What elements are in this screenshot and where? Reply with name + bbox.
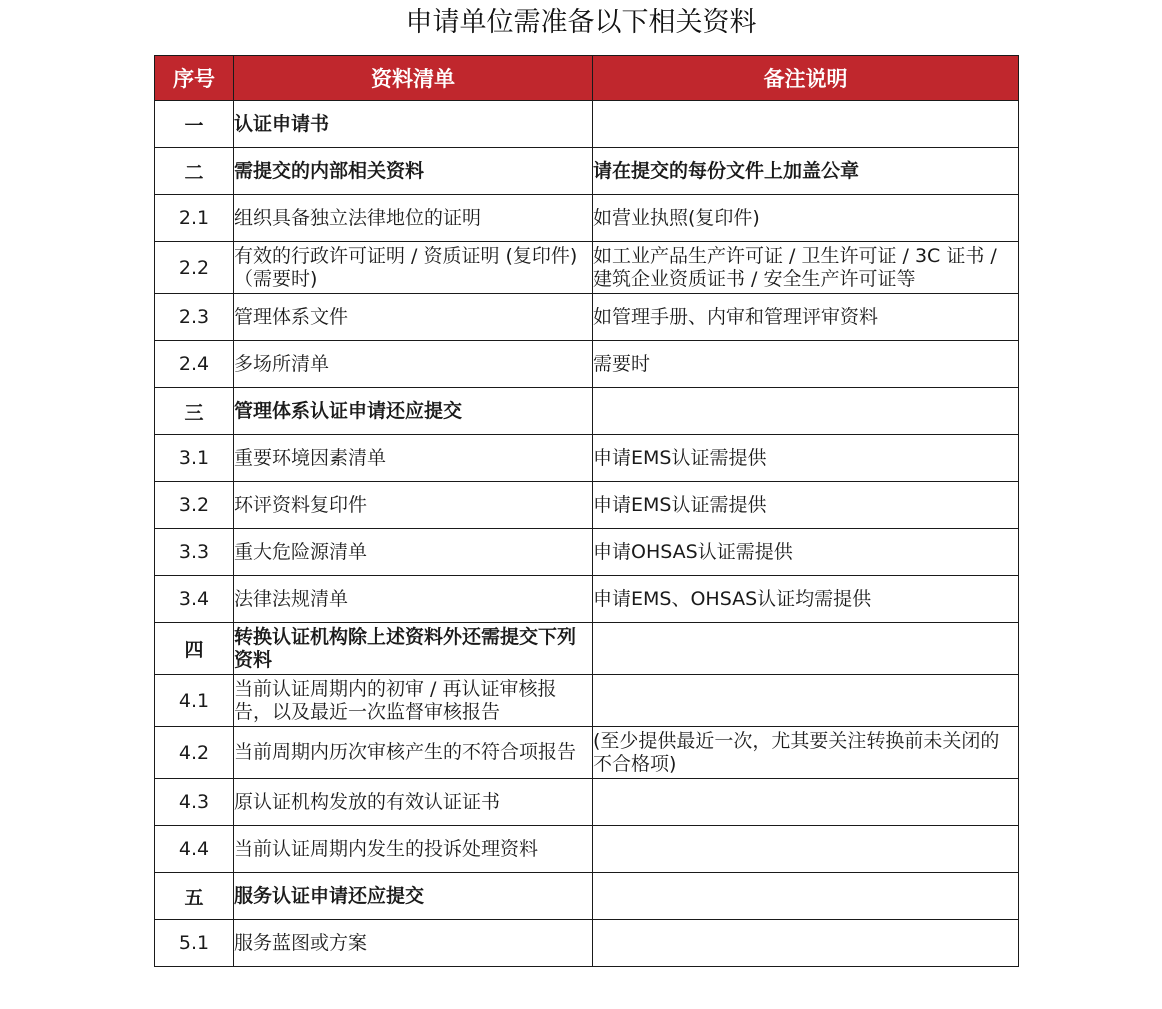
row-note: 如工业产品生产许可证 / 卫生许可证 / 3C 证书 / 建筑企业资质证书 / 安全生产许可证等 [593,242,1019,294]
row-number: 3.1 [155,435,234,482]
table-row [155,294,1019,341]
row-note: 申请EMS、OHSAS认证均需提供 [593,576,1019,623]
row-note [593,779,1019,826]
table-row [155,779,1019,826]
row-number: 3.3 [155,529,234,576]
row-item: 重要环境因素清单 [234,435,593,482]
row-item: 原认证机构发放的有效认证证书 [234,779,593,826]
table-header-row [155,56,1019,101]
row-number: 四 [155,623,234,675]
row-number: 三 [155,388,234,435]
row-item: 服务认证申请还应提交 [234,873,593,920]
row-item: 当前认证周期内的初审 / 再认证审核报告，以及最近一次监督审核报告 [234,675,593,727]
row-number: 4.1 [155,675,234,727]
row-number: 5.1 [155,920,234,967]
row-note: 申请EMS认证需提供 [593,435,1019,482]
row-item: 组织具备独立法律地位的证明 [234,195,593,242]
requirements-table [154,55,1019,967]
row-item: 法律法规清单 [234,576,593,623]
row-number: 4.3 [155,779,234,826]
row-note [593,623,1019,675]
table-row [155,435,1019,482]
row-item: 多场所清单 [234,341,593,388]
row-item: 重大危险源清单 [234,529,593,576]
row-number: 2.3 [155,294,234,341]
table-row [155,341,1019,388]
row-item: 环评资料复印件 [234,482,593,529]
header-col-note: 备注说明 [593,56,1019,101]
row-item: 有效的行政许可证明 / 资质证明 (复印件) （需要时) [234,242,593,294]
row-note [593,920,1019,967]
header-col-no: 序号 [155,56,234,101]
row-number: 2.4 [155,341,234,388]
row-note: 请在提交的每份文件上加盖公章 [593,148,1019,195]
row-item: 需提交的内部相关资料 [234,148,593,195]
row-number: 二 [155,148,234,195]
row-note [593,873,1019,920]
row-note: 申请EMS认证需提供 [593,482,1019,529]
table-row [155,148,1019,195]
row-note: 如管理手册、内审和管理评审资料 [593,294,1019,341]
row-item: 当前认证周期内发生的投诉处理资料 [234,826,593,873]
row-number: 2.1 [155,195,234,242]
table-row [155,101,1019,148]
table-row [155,529,1019,576]
row-note: 申请OHSAS认证需提供 [593,529,1019,576]
row-number: 4.4 [155,826,234,873]
table-row [155,242,1019,294]
row-note: 需要时 [593,341,1019,388]
table-row [155,873,1019,920]
table-row [155,727,1019,779]
row-item: 转换认证机构除上述资料外还需提交下列资料 [234,623,593,675]
row-note: (至少提供最近一次，尤其要关注转换前未关闭的不合格项) [593,727,1019,779]
row-item: 服务蓝图或方案 [234,920,593,967]
row-number: 3.4 [155,576,234,623]
row-item: 认证申请书 [234,101,593,148]
table-row [155,195,1019,242]
row-note [593,101,1019,148]
table-row [155,623,1019,675]
table-row [155,482,1019,529]
table-row [155,388,1019,435]
page-title: 申请单位需准备以下相关资料 [405,7,757,38]
row-note: 如营业执照(复印件) [593,195,1019,242]
row-number: 3.2 [155,482,234,529]
row-item: 管理体系认证申请还应提交 [234,388,593,435]
table-row [155,920,1019,967]
table-row [155,675,1019,727]
row-note [593,675,1019,727]
row-item: 当前周期内历次审核产生的不符合项报告 [234,727,593,779]
row-item: 管理体系文件 [234,294,593,341]
row-number: 4.2 [155,727,234,779]
row-note [593,388,1019,435]
row-number: 一 [155,101,234,148]
row-number: 2.2 [155,242,234,294]
table-row [155,576,1019,623]
header-col-item: 资料清单 [234,56,593,101]
row-note [593,826,1019,873]
table-row [155,826,1019,873]
row-number: 五 [155,873,234,920]
